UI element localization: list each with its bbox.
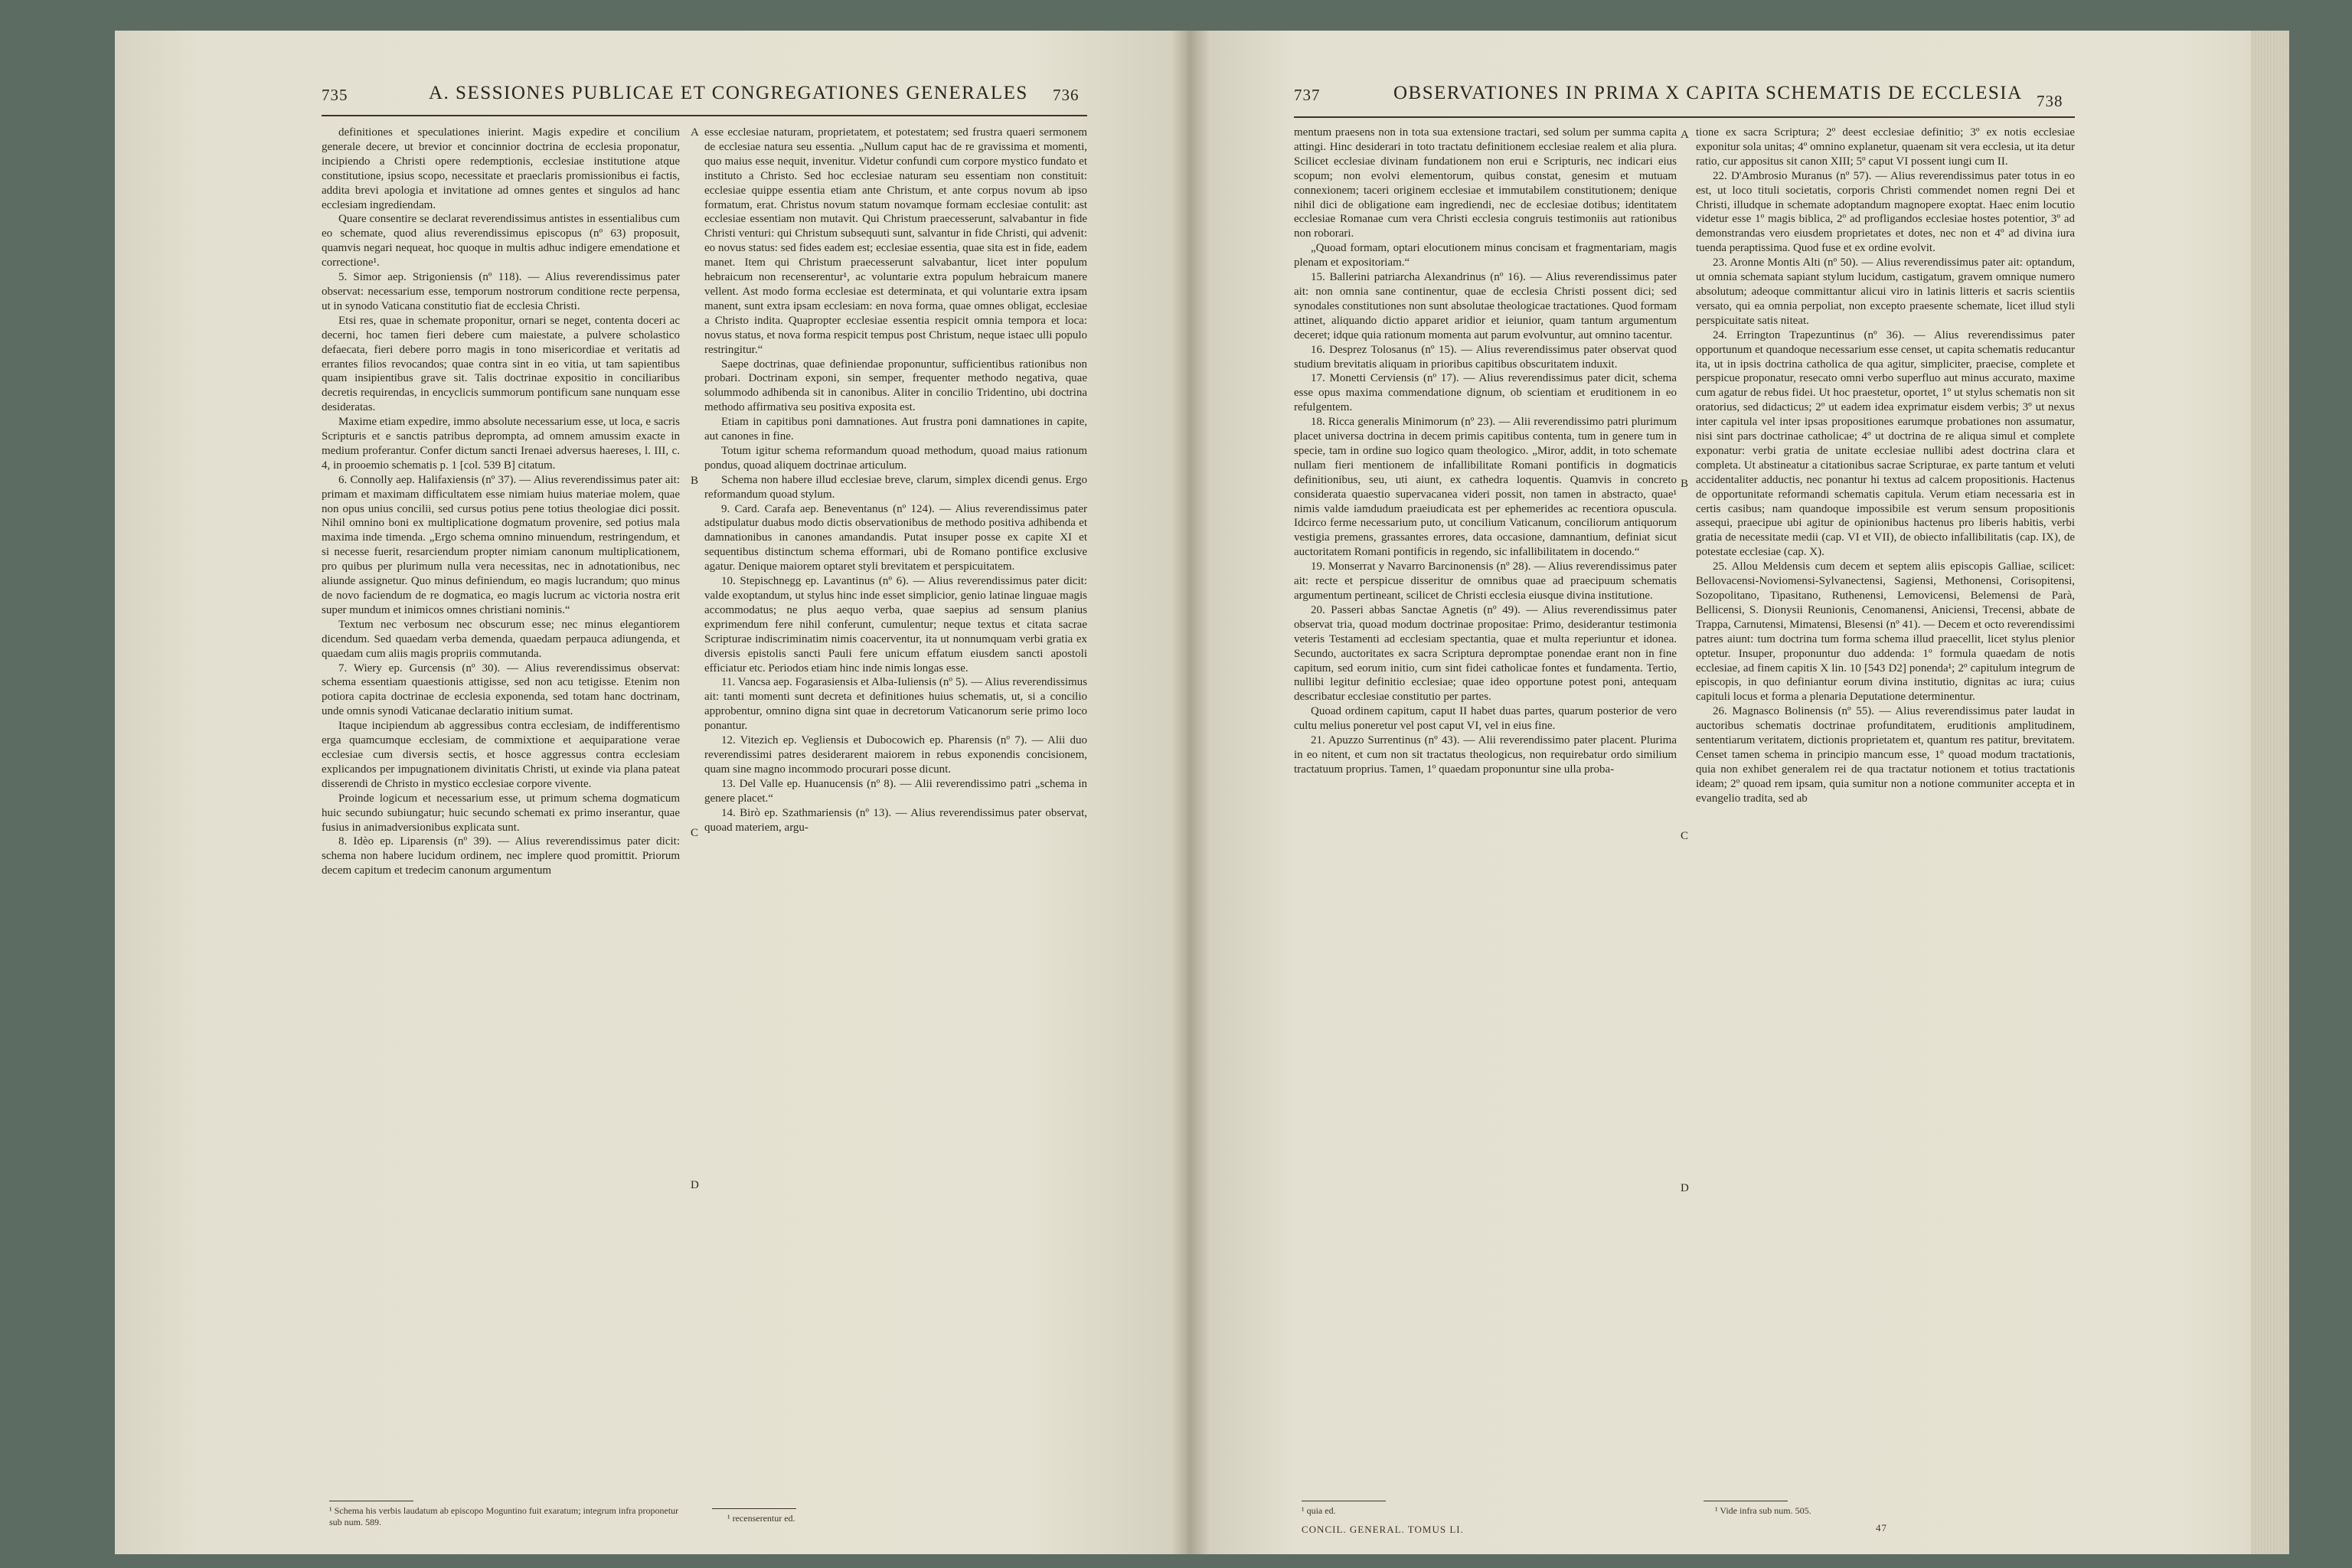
paragraph: 10. Stepischnegg ep. Lavantinus (nº 6). — Alius reverendissimus pater dicit: valde exoptandum, ut stylus hinc inde esset simplicior, genio latinae linguae magis accommodatus; ne plus aequo verba, quae saepius ad sensum planius exprimendum fere nihil conferunt, cumulentur; neque textus et citata sacrae Scripturae indiscriminatim nimis coacerventur, ita ut nonnumquam verbi gratia ex diversis epistolis sancti Pauli fere unicum effatum eiusdem sancti apostoli efficiatur etc. Periodos etiam hinc inde nimis longas esse. (704, 575, 1087, 675)
paragraph: 25. Allou Meldensis cum decem et septem aliis episcopis Galliae, scilicet: Bellovacensi-Noviomensi-Sylvanectensi, Sagiensi, Methonensi, Corisopitensi, Sozopolitano, Tipasitano, Ruthenensi, Lemovicensi, Belemensi de Parà, Bellicensi, S. Dionysii Reunionis, Cenomanensi, Aniciensi, Trecensi, abbate de Trappa, Carnutensi, Mimatensi, Blesensi (nº 41). — Decem et octo reverendissimi patres aiunt: tum doctrina tum forma schema illud praecellit, licet stylus plenior optetur. Insuper, proponuntur duo addenda: 1º formula quaedam de notis ecclesiae, ad finem capitis X lin. 10 [543 D2] ponenda¹; 2º capitulum integrum de episcopis, in quo definiantur eorum divina institutio, dignitas ac iura; cuius capituli locus et forma a plenaria Deputatione determinentur. (1696, 560, 2075, 704)
margin-marker: C (1681, 830, 1689, 842)
text-column-right (1696, 126, 2075, 1496)
paragraph: 23. Aronne Montis Alti (nº 50). — Alius reverendissimus pater ait: optandum, ut omnia schemata sapiant stylum lucidum, castigatum, gravem omnique numero absolutum; adeoque committantur alicui viro in latinis litteris et sacris scientiis versato, qui ea omnia perpoliat, non excepto praesente schemate, licet illud styli perspicuitate satis niteat. (1696, 256, 2075, 327)
paragraph: Quoad ordinem capitum, caput II habet duas partes, quarum posterior de vero cultu melius poneretur vel post caput VI, vel in eius fine. (1294, 705, 1677, 733)
footnote-rule (712, 1508, 796, 1509)
running-title: A. SESSIONES PUBLICAE ET CONGREGATIONES GENERALES (429, 83, 1028, 103)
paragraph: Saepe doctrinas, quae definiendae proponuntur, sufficientibus rationibus non probari. Doctrinam exponi, sin semper, frequenter methodo negativa, quae solummodo adhibenda sit in canonibus. Aliter in concilio Tridentino, ubi doctrina methodo affirmativa seu positiva exposita est. (704, 358, 1087, 414)
paragraph: 15. Ballerini patriarcha Alexandrinus (nº 16). — Alius reverendissimus pater ait: non omnia sane continentur, quae de ecclesia Christi possent dici; sed synodales constitutiones non sunt absolutae theologicae tractationes. Quod formam attinet, aliquando dictio apparet aridior et ieiunior, quam tantum argumentum deceret; idque quia rationum momenta aut parum evolvuntur, aut omnino tacentur. (1294, 271, 1677, 341)
paragraph: 5. Simor aep. Strigoniensis (nº 118). — Alius reverendissimus pater observat: necessarium esse, temporum nostrorum conditione recte perpensa, ut in synodo Vaticana constitutio fiat de ecclesia Christi. (322, 271, 680, 312)
paragraph: 21. Apuzzo Surrentinus (nº 43). — Alii reverendissimo pater placent. Plurima in eo nitent, et cum non sit tractatus theologicus, non requirebatur ordo similium tractatuum proprius. Tamen, 1º quaedam proponuntur sine ulla proba- (1294, 734, 1677, 776)
margin-marker: D (691, 1179, 699, 1191)
book-gutter (1171, 31, 1210, 1554)
footnote: ¹ Schema his verbis laudatum ab episcopo Moguntino fuit exaratum; integrum infra proponetur sub num. 589. (329, 1505, 679, 1527)
paragraph: 19. Monserrat y Navarro Barcinonensis (nº 28). — Alius reverendissimus pater ait: recte et perspicue disseritur de omnibus quae ad praecipuum schematis argumentum pertineant, scilicet de Christi ecclesia eiusque divina institutione. (1294, 560, 1677, 602)
paragraph: 7. Wiery ep. Gurcensis (nº 30). — Alius reverendissimus observat: schema essentiam quaestionis attigisse, sed non acu tetigisse. Etenim non potiora capita doctrinae de ecclesia exponenda, sed totam hanc doctrinam, unde omnis synodi Vaticanae declaratio initium sumat. (322, 662, 680, 718)
paragraph: Quare consentire se declarat reverendissimus antistes in essentialibus cum eo schemate, quod alius reverendissimus episcopus (nº 63) proposuit, quamvis negari nequeat, hoc quoque in multis adhuc indigere emendatione et correctione¹. (322, 213, 680, 270)
paragraph: 16. Desprez Tolosanus (nº 15). — Alius reverendissimus pater observat quod studium brevitatis aliquam in prioribus capitibus obscuritatem induxit. (1294, 343, 1677, 371)
page-number: 737 (1294, 86, 1321, 104)
left-page (115, 31, 1187, 1554)
paragraph: Schema non habere illud ecclesiae breve, clarum, simplex dicendi genus. Ergo reformandum quoad stylum. (704, 473, 1087, 501)
paragraph: 26. Magnasco Bolinensis (nº 55). — Alius reverendissimus pater laudat in auctoribus schematis doctrinae profunditatem, eruditionis amplitudinem, sententiarum veritatem, dictionis proprietatem et, quantum res patitur, brevitatem. Censet tamen schema in principio mancum esse, 1º quoad modum tractationis, quia non exhibet generalem rei de qua tractatur notionem et totius tractationis ideam; 2º quoad rem ipsam, quia sumitur non a notione communiter accepta et in evangelio tradita, sed ab (1696, 705, 2075, 805)
signature-line: CONCIL. GENERAL. TOMUS LI. (1302, 1524, 1464, 1535)
paragraph: definitiones et speculationes inierint. Magis expedire et concilium generale decere, ut brevior et concinnior doctrina de ecclesia proponatur, incipiendo a Christi opere redemptionis, ecclesiae institutione atque constitutione, ipsius scopo, necessitate et praeclaris promissionibus ei factis, addita brevi apologia et invitatione ad omnes gentes et singulos ad hanc ecclesiam ingrediendam. (322, 126, 680, 211)
paragraph: 18. Ricca generalis Minimorum (nº 23). — Alii reverendissimo patri plurimum placet universa doctrina in decem primis capitibus contenta, tum in genere tum in specie, tam in ordine suo logico quam theologico. „Miror, addit, in toto schemate nullam fieri mentionem de infallibilitate Romani pontificis in dogmaticis definitionibus, seu, uti aiunt, ex cathedra loquentis. Quamvis in concreto considerata quaestio supervacanea videri possit, non tamen in abstracto, quae¹ nimis valde iamdudum praeiudicata est per ephemerides ac recentiora opuscula. Idcirco ferme necessarium puto, ut concilium Vaticanum, conciliorum antiquorum vestigia premens, grassantes errores, data occasione, damnantium, definiat sicut auctoritatem Romani pontificis in regendo, sic infallibilitatem in docendo.“ (1294, 416, 1677, 559)
paragraph: 22. D'Ambrosio Muranus (nº 57). — Alius reverendissimus pater totus in eo est, ut loco tituli societatis, corporis Christi commendet nomen regni Dei et Christi, illudque in schemate adoptandum magnopere exoptat. Haec enim locutio videtur esse 1º magis biblica, 2º ad profligandos ecclesiae hostes potentior, 3º ad demonstrandas vero eiusdem proprietates et dotes, nec non et 4º ad divina iura tuenda peraptissima. Quod fuse et ex ordine evolvit. (1696, 169, 2075, 255)
paragraph: 14. Birò ep. Szathmariensis (nº 13). — Alius reverendissimus pater observat, quoad materiem, argu- (704, 806, 1087, 834)
text-column-left (1294, 126, 1677, 1496)
paragraph: Textum nec verbosum nec obscurum esse; nec minus elegantiorem dicendum. Sed quaedam verba demenda, quaedam perpauca adiungenda, et quaedam cum aliis magis propriis commutanda. (322, 618, 680, 660)
text-column-right (704, 126, 1087, 1496)
page-number: 735 (322, 86, 348, 104)
paragraph: 24. Errington Trapezuntinus (nº 36). — Alius reverendissimus pater opportunum et quandoque necessarium esse censet, ut capita schematis reducantur ita, ut in ipsis doctrina catholica de qua agitur, simpliciter, praecise, complete et perspicue proponatur, resecato omni verbo superfluo aut minus accurato, maxime cum agatur de rebus fidei. Ut hoc praestetur, oportet, 1º ut stylus schematis non sit oratorius, sed didacticus; 2º ut eadem idea exprimatur eisdem verbis; 3º ut nexus inter capitula vel inter ipsas propositiones earumque probationes non assumatur, nisi sint pars doctrinae catholicae; 4º ut doctrina de re aliqua simul et complete exponatur: verbi gratia de unitate ecclesiae nullibi adest doctrina clara et completa. Ut abstineatur a citationibus sacrae Scripturae, ex parte tantum et veluti accidentaliter adductis, nec ponantur hi textus ad calcem propositionis. Hactenus de opportunitate reformandi schematis capitula. Verum etiam necessaria est in certis casibus; nam quandoque impossibile est verum sensum propositionis assequi, praecipue ubi agitur de opinionibus hactenus pro liberis habitis, verbi gratia de necessitate medii (cap. VI et VII), de obiecto infallibilitatis (cap. IX), de potestate ecclesiae (cap. X). (1696, 328, 2075, 559)
signature-number: 47 (1876, 1522, 1887, 1534)
paragraph: 11. Vancsa aep. Fogarasiensis et Alba-Iuliensis (nº 5). — Alius reverendissimus ait: tanti momenti sunt decreta et definitiones huius schematis, ut, si a concilio approbentur, omnino digna sint quae in decretorum Vaticanorum serie primo loco ponantur. (704, 676, 1087, 733)
page-number: 738 (2037, 92, 2063, 110)
margin-marker: C (691, 827, 699, 839)
paragraph: Maxime etiam expedire, immo absolute necessarium esse, ut loca, e sacris Scripturis et e sanctis patribus deprompta, ad omnem amussim exacte in medium proferantur. Confer dictum sancti Irenaei adversus haereses, l. III, c. 4, in prooemio schematis p. 1 [col. 539 B] citatum. (322, 416, 680, 472)
margin-marker: D (1681, 1182, 1689, 1194)
margin-marker: A (1681, 129, 1689, 141)
paragraph: 20. Passeri abbas Sanctae Agnetis (nº 49). — Alius reverendissimus pater observat tria, quoad modum doctrinae propositae: Primo, desiderantur testimonia veteris Testamenti ad ecclesiam spectantia, quae et multa reperiuntur et idonea. Secundo, auctoritates ex sacra Scriptura depromptae ponendae erant non in fine capitum, sed eorum initio, cum sint fidei catholicae fontes et fundamenta. Tertio, nullibi legitur definitio ecclesiae; quae ideo opportune potest poni, antequam describatur ecclesiae constitutio per partes. (1294, 603, 1677, 704)
paragraph: 8. Idèo ep. Liparensis (nº 39). — Alius reverendissimus pater dicit: schema non habere lucidum ordinem, nec implere quod promittit. Priorum decem capitum et tredecim canonum argumentum (322, 835, 680, 877)
page-edges (2251, 31, 2289, 1554)
margin-marker: B (1681, 478, 1689, 490)
margin-marker: A (691, 126, 699, 139)
paragraph: 13. Del Valle ep. Huanucensis (nº 8). — Alii reverendissimo patri „schema in genere placet.“ (704, 777, 1087, 805)
right-page (1187, 31, 2289, 1554)
paragraph: Proinde logicum et necessarium esse, ut primum schema dogmaticum huic secundo subiungatur; huic secundo schemati ex primo inserantur, quae fusius in animadversionibus explicata sunt. (322, 792, 680, 834)
paragraph: „Quoad formam, optari elocutionem minus concisam et fragmentariam, magis plenam et expositoriam.“ (1294, 242, 1677, 270)
paragraph: 12. Vitezich ep. Vegliensis et Dubocowich ep. Pharensis (nº 7). — Alii duo reverendissimi patres desiderarent maiorem in rebus exponendis concisionem, quam sine magno incommodo procurari posse dicunt. (704, 734, 1087, 776)
page-number: 736 (1053, 86, 1080, 104)
paragraph: esse ecclesiae naturam, proprietatem, et potestatem; sed frustra quaeri sermonem de ecclesiae natura seu essentia. „Nullum caput hac de re gravissima et momenti, quo maius esse nequit, invenitur. Videtur confundi cum corpore mystico fundato et instituto a Christo. Sed hoc ecclesiae naturam seu essentiam non constituit: ecclesiae quippe essentia etiam ante Christum, et ante corpus novum ab ipso formatum, erat. Christus novum statum novamque formam ecclesiae contulit: ast ecclesiae essentiam non mutavit. Qui Christum praecesserunt, salvabantur in fide Christi venturi: qui Christum subsequuti sunt, salvantur in fide Christi, qui advenit: eo novus status: sed fides eadem est; ecclesiae essentia, quae sita est in fide, eadem manet. Item qui Christum praecesserunt salvabantur, licet inter populum hebraicum non recenserentur¹, ac voluntarie extra populum hebraicum manere vellent. Ast modo forma ecclesiae est determinata, et qui voluntarie extra ipsam manent, sunt extra ipsam ecclesiam: en nova forma, quae omnes obligat, ecclesiae a Christo indita. Quapropter ecclesiae essentia respicit omnia tempora et loca: novus status, et nova forma respicit tempus post Christum, neque istaec ulli populo restringitur.“ (704, 126, 1087, 356)
paragraph: 17. Monetti Cerviensis (nº 17). — Alius reverendissimus pater dicit, schema esse opus maxima commendatione dignum, ob scientiam et eruditionem in eo refulgentem. (1294, 372, 1677, 414)
footnote: ¹ Vide infra sub num. 505. (1715, 1505, 1811, 1516)
text-column-left (322, 126, 680, 1496)
footnote: ¹ recenserentur ed. (727, 1513, 795, 1524)
paragraph: 9. Card. Carafa aep. Beneventanus (nº 124). — Alius reverendissimus pater adstipulatur duabus modo dictis observationibus de methodo positiva adhibenda et damnationibus in canones amandandis. Putat insuper posse ex capite XI et sequentibus distinctum schema efformari, ubi de Romano pontifice exclusive agatur. Denique maiorem optaret styli brevitatem et perspicuitatem. (704, 502, 1087, 573)
book-spread (115, 31, 2289, 1554)
header-rule (1294, 116, 2075, 118)
paragraph: Etiam in capitibus poni damnationes. Aut frustra poni damnationes in capite, aut canones in fine. (704, 416, 1087, 443)
paragraph: Totum igitur schema reformandum quoad methodum, quoad maius rationum pondus, quoad aliquem doctrinae articulum. (704, 444, 1087, 472)
paragraph: mentum praesens non in tota sua extensione tractari, sed solum per summa capita attingi. Hinc desiderari in toto tractatu definitionem ecclesiae realem et alia plura. Scilicet ecclesiae divinam fundationem non erui e Scripturis, nec indicari eius scopum; non evolvi elementorum, quibus constat, genesim et mutuam connexionem; taceri originem ecclesiae et immutabilem constitutionem; denique nihil dici de obligatione eam ingrediendi, nec de ecclesiae dotibus; identitatem ecclesiae Romanae cum vera Christi ecclesia congruis testimoniis aut rationibus non roborari. (1294, 126, 1677, 240)
header-rule (322, 115, 1087, 116)
paragraph: Itaque incipiendum ab aggressibus contra ecclesiam, de indifferentismo erga quamcumque ecclesiam, de commixtione et aequiparatione verae ecclesiae cum diversis sectis, et hosce aggressus contra ecclesiam explicandos per impugnationem divinitatis Christi, ut exinde via plana pateat disserendi de Christo in mystico ecclesiae corpore vivente. (322, 720, 680, 790)
paragraph: tione ex sacra Scriptura; 2º deest ecclesiae definitio; 3º ex notis ecclesiae exponitur sola unitas; 4º omnino explanetur, quaenam sit vera ecclesia, ut ita detur ratio, cur appositus sit canon XIII; 5º caput VI possent iungi cum II. (1696, 126, 2075, 168)
running-title: OBSERVATIONES IN PRIMA X CAPITA SCHEMATIS DE ECCLESIA (1393, 83, 2023, 103)
footnote: ¹ quia ed. (1302, 1505, 1336, 1516)
paragraph: 6. Connolly aep. Halifaxiensis (nº 37). — Alius reverendissimus pater ait: primam et maximam difficultatem esse nimiam huius materiae molem, quae non opus unius concilii, sed cursus potius pene totius theologiae dici possit. Nihil omnino boni ex multiplicatione dogmatum provenire, sed potius mala maxima inde timenda. „Ergo schema omnino minuendum, restringendum, et si necesse fuerit, resarciendum propter nimiam canonum multiplicationem, pro quibus per plurimum nulla vera necessitas, nec in adnotationibus, nec aliunde assignetur. Quo minus definiendum, eo magis lucrandum; quo minus de novo faciendum de re dogmatica, eo magis lucrum ac victoria nostra erit super mundum et inimicos omnes christiani nominis.“ (322, 473, 680, 616)
margin-marker: B (691, 475, 699, 487)
paragraph: Etsi res, quae in schemate proponitur, ornari se neget, contenta doceri ac decerni, hoc tamen fieri debere cum maiestate, a pulvere scholastico defaecata, fieri debere porro magis in tono misericordiae et veritatis ad errantes filios revocandos; quae contra sint in eo vitia, ut tam sapientibus quam insipientibus grave sit. Talis doctrinae expositio in conciliaribus decretis requirendas, in encyclicis summorum pontificum sane nunquam esse desideratas. (322, 314, 680, 414)
